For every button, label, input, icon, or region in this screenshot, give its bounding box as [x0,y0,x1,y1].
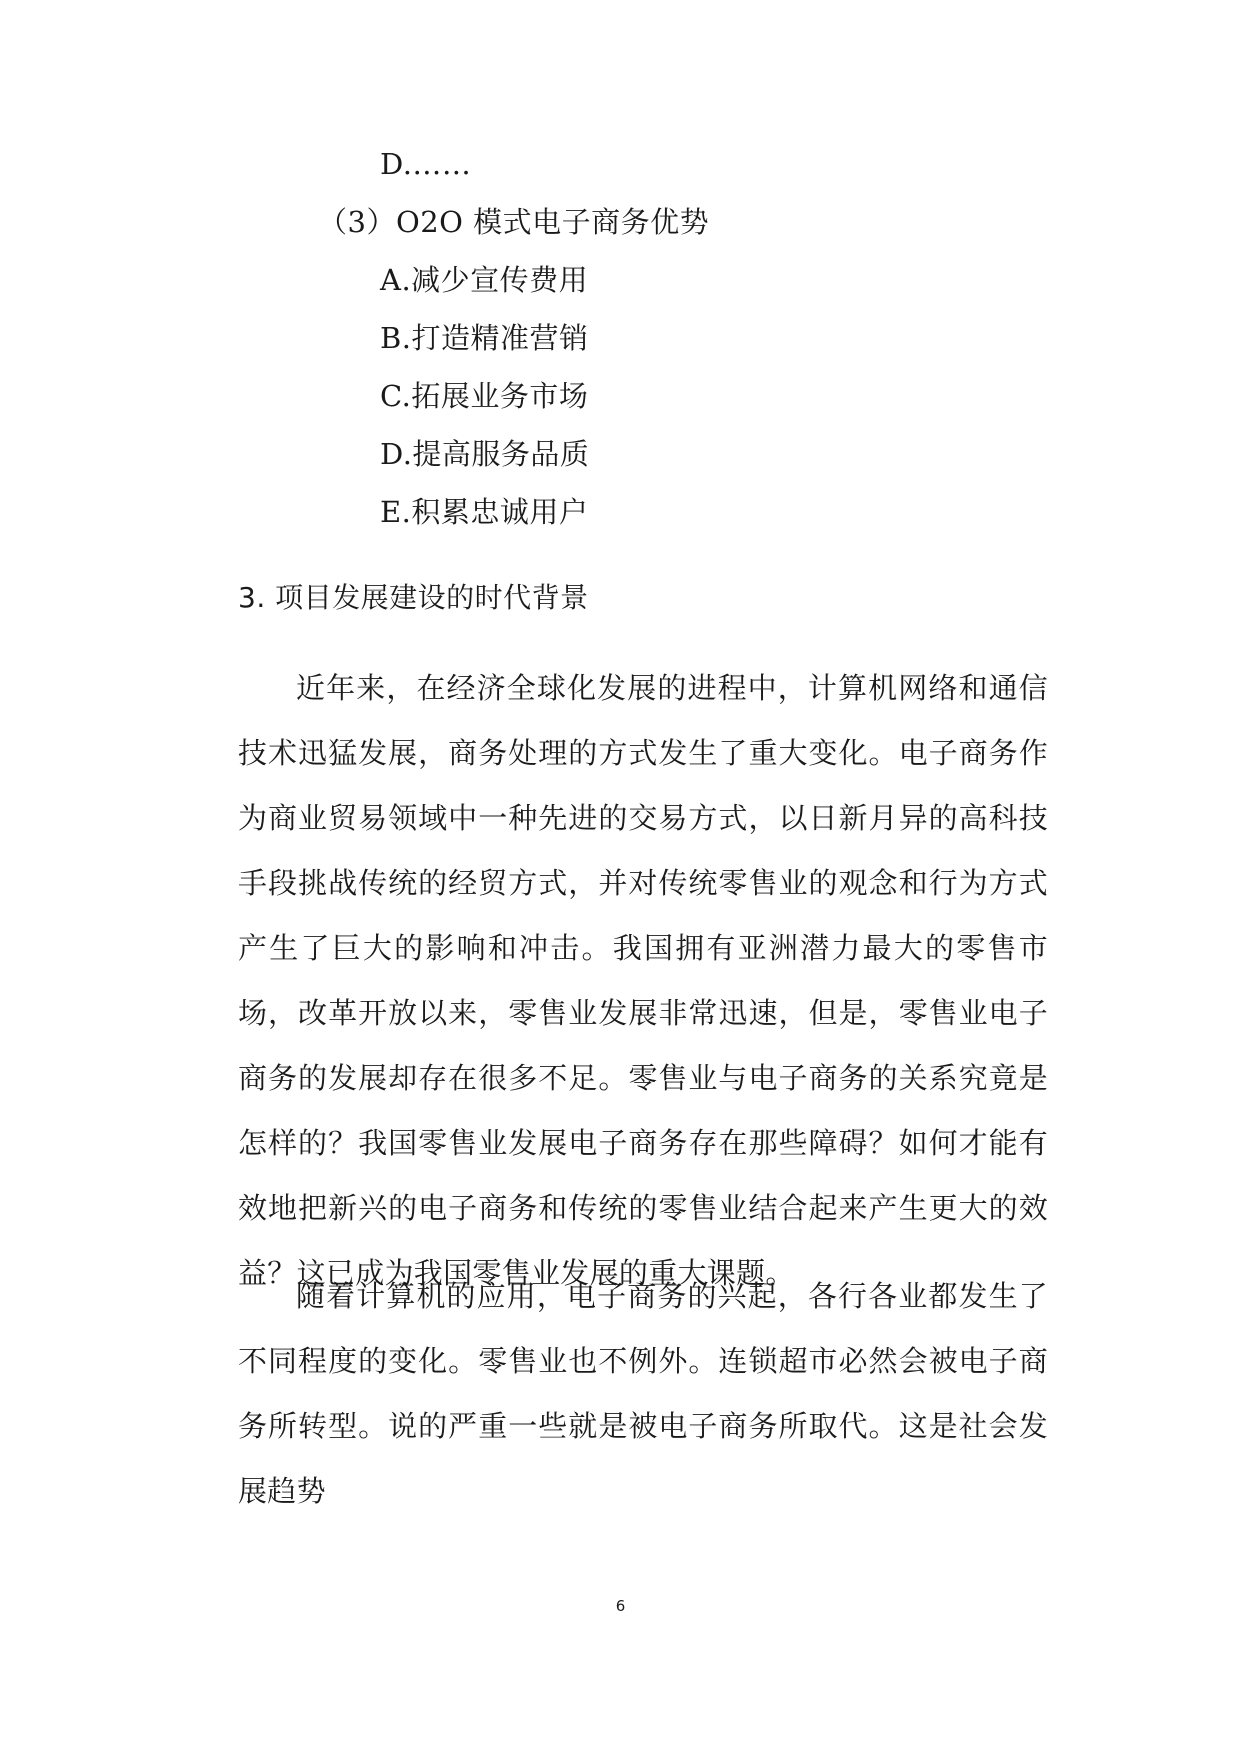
option-d-ellipsis: D.…… [380,147,472,181]
option-b: B.打造精准营销 [380,321,589,355]
subheading-o2o-advantages: （3）O2O 模式电子商务优势 [318,205,710,239]
section-heading: 3. 项目发展建设的时代背景 [238,581,589,614]
paragraph-1: 近年来，在经济全球化发展的进程中，计算机网络和通信技术迅猛发展，商务处理的方式发生了重大变化。电子商务作为商业贸易领域中一种先进的交易方式，以日新月异的高科技手段挑战传统的经贸方式，并对传统零售业的观念和行为方式产生了巨大的影响和冲击。我国拥有亚洲潜力最大的零售市场，改革开放以来，零售业发展非常迅速，但是，零售业电子商务的发展却存在很多不足。零售业与电子商务的关系究竟是怎样的？我国零售业发展电子商务存在那些障碍？如何才能有效地把新兴的电子商务和传统的零售业结合起来产生更大的效益？这已成为我国零售业发展的重大课题。 [238,671,1048,1290]
option-c: C.拓展业务市场 [380,379,589,413]
option-e: E.积累忠诚用户 [380,495,589,529]
option-a: A.减少宣传费用 [380,263,589,297]
option-d: D.提高服务品质 [380,437,590,471]
paragraph-2: 随着计算机的应用，电子商务的兴起，各行各业都发生了不同程度的变化。零售业也不例外。连锁超市必然会被电子商务所转型。说的严重一些就是被电子商务所取代。这是社会发展趋势 [238,1279,1048,1508]
page-number: 6 [615,1597,626,1615]
